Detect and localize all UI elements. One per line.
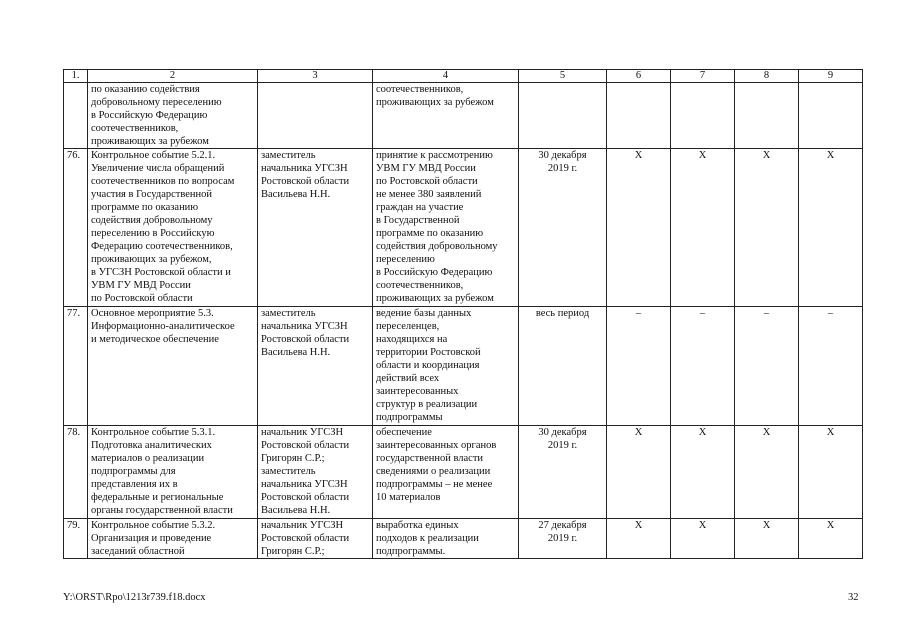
responsible-person-line: начальник УГСЗН xyxy=(261,427,344,438)
header-cell-9: 9 xyxy=(799,70,863,83)
deadline-date-line: 27 декабря xyxy=(538,520,587,531)
expected-result-line: действий всех xyxy=(376,373,440,384)
event-name-line: программе по оказанию xyxy=(91,202,199,213)
responsible-person-line: Ростовской области xyxy=(261,533,350,544)
event-name-line: проживающих за рубежом, xyxy=(91,254,212,265)
header-cell-6: 6 xyxy=(607,70,671,83)
expected-result-line: программе по оказанию xyxy=(376,228,484,239)
page-number: 32 xyxy=(848,592,859,603)
row-number: 76. xyxy=(64,149,88,307)
mark-col-6: Х xyxy=(607,426,671,519)
event-name-line: Контрольное событие 5.2.1. xyxy=(91,150,216,161)
event-name-line: по оказанию содействия xyxy=(91,84,200,95)
expected-result xyxy=(373,426,519,519)
table-body xyxy=(64,70,863,559)
expected-result-line: заинтересованных xyxy=(376,386,459,397)
responsible-person-line: начальника УГСЗН xyxy=(261,321,348,332)
event-name xyxy=(88,307,258,426)
table-row xyxy=(64,426,863,519)
mark-col-6: Х xyxy=(607,149,671,307)
expected-result-line: подпрограммы xyxy=(376,412,443,423)
expected-result-line: области и координация xyxy=(376,360,480,371)
mark-col-8 xyxy=(735,83,799,149)
event-name-line: содействия добровольному xyxy=(91,215,213,226)
expected-result-line: подпрограммы – не менее xyxy=(376,479,493,490)
event-name-line: переселению в Российскую xyxy=(91,228,215,239)
mark-col-9: Х xyxy=(799,426,863,519)
responsible-person-line: заместитель xyxy=(261,308,316,319)
event-name-line: Контрольное событие 5.3.2. xyxy=(91,520,216,531)
expected-result xyxy=(373,83,519,149)
header-cell-4: 4 xyxy=(373,70,519,83)
expected-result-line: обеспечение xyxy=(376,427,432,438)
mark-col-6: – xyxy=(607,307,671,426)
responsible-person-line: Григорян С.Р.; xyxy=(261,453,325,464)
expected-result-line: по Ростовской области xyxy=(376,176,478,187)
event-name-line: добровольному переселению xyxy=(91,97,222,108)
responsible-person xyxy=(258,307,373,426)
responsible-person xyxy=(258,149,373,307)
mark-col-8: Х xyxy=(735,149,799,307)
expected-result-line: в Российскую Федерацию xyxy=(376,267,493,278)
mark-col-6: Х xyxy=(607,519,671,559)
event-name-line: и методическое обеспечение xyxy=(91,334,219,345)
header-cell-3: 3 xyxy=(258,70,373,83)
event-name-line: Федерацию соотечественников, xyxy=(91,241,233,252)
expected-result-line: соотечественников, xyxy=(376,280,464,291)
expected-result-line: ведение базы данных xyxy=(376,308,472,319)
table-row xyxy=(64,83,863,149)
event-name-line: проживающих за рубежом xyxy=(91,136,209,147)
mark-col-9: Х xyxy=(799,149,863,307)
deadline-date xyxy=(519,83,607,149)
mark-col-9: – xyxy=(799,307,863,426)
row-number xyxy=(64,83,88,149)
expected-result xyxy=(373,519,519,559)
mark-col-6 xyxy=(607,83,671,149)
expected-result-line: территории Ростовской xyxy=(376,347,481,358)
row-number: 79. xyxy=(64,519,88,559)
event-name-line: в УГСЗН Ростовской области и xyxy=(91,267,231,278)
expected-result-line: заинтересованных органов xyxy=(376,440,497,451)
responsible-person-line: Ростовской области xyxy=(261,176,350,187)
expected-result-line: выработка единых xyxy=(376,520,459,531)
event-name-line: в Российскую Федерацию xyxy=(91,110,208,121)
expected-result-line: подходов к реализации xyxy=(376,533,479,544)
expected-result-line: подпрограммы. xyxy=(376,546,446,557)
mark-col-7: Х xyxy=(671,519,735,559)
expected-result-line: граждан на участие xyxy=(376,202,464,213)
header-cell-2: 2 xyxy=(88,70,258,83)
mark-col-7: Х xyxy=(671,426,735,519)
event-name xyxy=(88,426,258,519)
event-name-line: Увеличение числа обращений xyxy=(91,163,225,174)
responsible-person-line: Ростовской области xyxy=(261,492,350,503)
table-row xyxy=(64,149,863,307)
mark-col-9 xyxy=(799,83,863,149)
event-name-line: Подготовка аналитических xyxy=(91,440,212,451)
event-name-line: Организация и проведение xyxy=(91,533,212,544)
responsible-person xyxy=(258,426,373,519)
expected-result-line: переселению xyxy=(376,254,435,265)
event-name-line: подпрограммы для xyxy=(91,466,176,477)
responsible-person-line: Ростовской области xyxy=(261,440,350,451)
responsible-person xyxy=(258,519,373,559)
header-cell-8: 8 xyxy=(735,70,799,83)
responsible-person-line: заместитель xyxy=(261,466,316,477)
event-name-line: федеральные и региональные xyxy=(91,492,224,503)
expected-result-line: сведениями о реализации xyxy=(376,466,491,477)
row-number: 77. xyxy=(64,307,88,426)
expected-result-line: в Государственной xyxy=(376,215,460,226)
expected-result-line: УВМ ГУ МВД России xyxy=(376,163,476,174)
event-name-line: органы государственной власти xyxy=(91,505,233,516)
event-name xyxy=(88,149,258,307)
event-name-line: заседаний областной xyxy=(91,546,185,557)
responsible-person-line: Васильева Н.Н. xyxy=(261,347,331,358)
header-cell-1: 1. xyxy=(64,70,88,83)
deadline-date xyxy=(519,149,607,307)
deadline-date-line: 30 декабря xyxy=(538,150,587,161)
mark-col-8: Х xyxy=(735,426,799,519)
responsible-person-line: Ростовской области xyxy=(261,334,350,345)
deadline-date-line: весь период xyxy=(535,308,590,319)
mark-col-8: – xyxy=(735,307,799,426)
footer-file-path: Y:\ORST\Rpo\1213r739.f18.docx xyxy=(63,592,206,603)
mark-col-7 xyxy=(671,83,735,149)
header-cell-7: 7 xyxy=(671,70,735,83)
expected-result-line: проживающих за рубежом xyxy=(376,293,494,304)
expected-result xyxy=(373,149,519,307)
row-number: 78. xyxy=(64,426,88,519)
event-name-line: Информационно-аналитическое xyxy=(91,321,235,332)
deadline-date-line: 2019 г. xyxy=(547,533,578,544)
event-name-line: Контрольное событие 5.3.1. xyxy=(91,427,216,438)
event-name-line: представления их в xyxy=(91,479,178,490)
expected-result-line: принятие к рассмотрению xyxy=(376,150,493,161)
mark-col-9: Х xyxy=(799,519,863,559)
expected-result-line: содействия добровольному xyxy=(376,241,498,252)
responsible-person-line: начальника УГСЗН xyxy=(261,163,348,174)
expected-result-line: структур в реализации xyxy=(376,399,478,410)
table-row xyxy=(64,519,863,559)
deadline-date-line: 30 декабря xyxy=(538,427,587,438)
deadline-date-line: 2019 г. xyxy=(547,440,578,451)
responsible-person-line: Григорян С.Р.; xyxy=(261,546,325,557)
expected-result-line: соотечественников, xyxy=(376,84,464,95)
expected-result-line: переселенцев, xyxy=(376,321,440,332)
event-name-line: УВМ ГУ МВД России xyxy=(91,280,191,291)
document-table xyxy=(63,69,863,559)
event-name-line: Основное мероприятие 5.3. xyxy=(91,308,214,319)
deadline-date xyxy=(519,426,607,519)
mark-col-8: Х xyxy=(735,519,799,559)
expected-result xyxy=(373,307,519,426)
event-name-line: материалов о реализации xyxy=(91,453,205,464)
mark-col-7: – xyxy=(671,307,735,426)
header-row xyxy=(64,70,863,83)
expected-result-line: проживающих за рубежом xyxy=(376,97,494,108)
table-row xyxy=(64,307,863,426)
deadline-date-line: 2019 г. xyxy=(547,163,578,174)
event-name-line: соотечественников по вопросам xyxy=(91,176,235,187)
mark-col-7: Х xyxy=(671,149,735,307)
header-cell-5: 5 xyxy=(519,70,607,83)
responsible-person-line: начальник УГСЗН xyxy=(261,520,344,531)
responsible-person-line: Васильева Н.Н. xyxy=(261,189,331,200)
responsible-person-line: заместитель xyxy=(261,150,316,161)
event-name xyxy=(88,83,258,149)
expected-result-line: государственной власти xyxy=(376,453,484,464)
deadline-date xyxy=(519,519,607,559)
responsible-person-line: Васильева Н.Н. xyxy=(261,505,331,516)
responsible-person-line: начальника УГСЗН xyxy=(261,479,348,490)
deadline-date xyxy=(519,307,607,426)
event-name-line: соотечественников, xyxy=(91,123,179,134)
event-name-line: участия в Государственной xyxy=(91,189,213,200)
event-name-line: по Ростовской области xyxy=(91,293,193,304)
expected-result-line: 10 материалов xyxy=(376,492,441,503)
responsible-person xyxy=(258,83,373,149)
expected-result-line: не менее 380 заявлений xyxy=(376,189,482,200)
expected-result-line: находящихся на xyxy=(376,334,448,345)
event-name xyxy=(88,519,258,559)
